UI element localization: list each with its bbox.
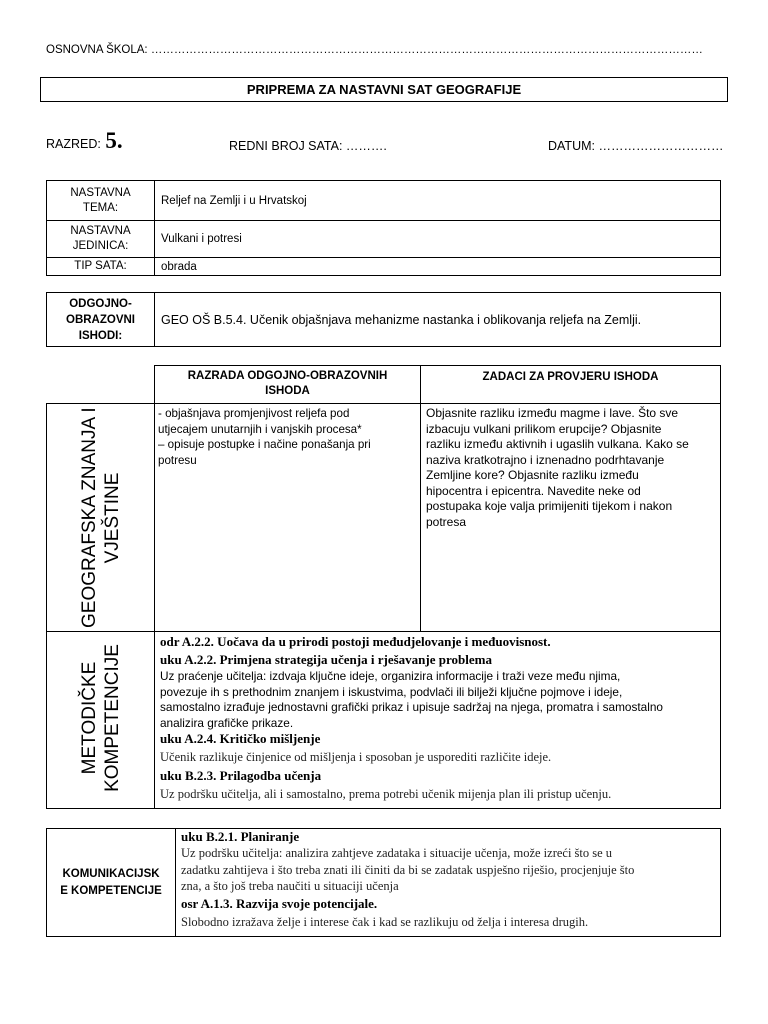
- razrada-cell: - objašnjava promjenjivost reljefa pod utjecajem unutarnjih i vanjskih procesa* – opisuje postupke i načine ponašanja pri potresu: [155, 404, 421, 632]
- redni-broj-sata: REDNI BROJ SATA: ……….: [229, 139, 387, 153]
- nastavna-jedinica-label: NASTAVNA JEDINICA:: [47, 221, 155, 258]
- table-row: [47, 293, 721, 347]
- razred-value: 5.: [105, 128, 123, 153]
- uku-b21-heading: uku B.2.1. Planiranje: [181, 829, 300, 844]
- empty-corner-cell: [47, 366, 155, 404]
- komunikacijske-table: [46, 828, 721, 937]
- uku-a22-heading: uku A.2.2. Primjena strategija učenja i rješavanje problema: [160, 652, 492, 667]
- info-table: [46, 180, 721, 276]
- komunikacijske-label: KOMUNIKACIJSK E KOMPETENCIJE: [47, 829, 176, 937]
- osr-text: Slobodno izražava želje i interese čak i kad se razlikuju od želja i interesa drugih.: [181, 914, 589, 929]
- razred-row: [46, 128, 123, 154]
- table-row: [47, 366, 721, 404]
- uku-b23-heading: uku B.2.3. Prilagodba učenja: [160, 768, 322, 783]
- tip-sata-label: TIP SATA:: [47, 258, 155, 276]
- table-row: [47, 258, 721, 276]
- main-table: [46, 365, 721, 809]
- zadaci-header: ZADACI ZA PROVJERU ISHODA: [421, 366, 721, 404]
- uku-b23-text: Uz podršku učitelja, ali i samostalno, prema potrebi učenik mijenja plan ili pristup učenju.: [160, 787, 612, 801]
- meta-side-label: METODIČKE KOMPETENCIJE: [79, 644, 123, 792]
- table-row: [47, 181, 721, 221]
- uku-a22-text: Uz praćenje učitelja: izdvaja ključne ideje, organizira informacije i traži veze među njima, povezuje ih s prethodnim znanjem i iskustvima, podvlači ili bilježi ključne pojmove i ideje, samostalno izrađuje jednostavni grafički prikaz i upisuje sadržaj na njega, promatra i samostalno analizira grafičke prikaze.: [160, 669, 663, 730]
- zadaci-cell: Objasnite razliku između magme i lave. Što sve izbacuju vulkani prilikom erupcije? Objasnite razliku između aktivnih i ugaslih vulkana. Kako se naziva kratkotrajno i iznenadno podrhtavanje Zemljine kore? Objasnite razliku između hipocentra i epicentra. Navedite neke od postupaka koje valja primijeniti tijekom i nakon potresa: [421, 404, 721, 632]
- datum: DATUM: …………………………: [548, 139, 724, 153]
- table-row: [47, 404, 721, 632]
- nastavna-tema-value: Reljef na Zemlji i u Hrvatskoj: [155, 181, 721, 221]
- title-box: [40, 77, 728, 102]
- ishodi-label: ODGOJNO- OBRAZOVNI ISHODI:: [47, 293, 155, 347]
- uku-a24-heading: uku A.2.4. Kritičko mišljenje: [160, 731, 321, 746]
- page-title: PRIPREMA ZA NASTAVNI SAT GEOGRAFIJE: [246, 82, 522, 97]
- uku-b21-text: Uz podršku učitelja: analizira zahtjeve zadataka i situacije učenja, može izreći što se u zadatku zahtijeva i što treba znati ili činiti da bi se zadatak uspješno riješio, procjenjuje što zna, a što još treba naučiti u situaciji učenja: [181, 846, 635, 893]
- table-row: [47, 829, 721, 937]
- ishodi-value: GEO OŠ B.5.4. Učenik objašnjava mehanizme nastanka i oblikovanja reljefa na Zemlji.: [155, 293, 721, 347]
- nastavna-tema-label: NASTAVNA TEMA:: [47, 181, 155, 221]
- table-row: [47, 632, 721, 809]
- nastavna-jedinica-value: Vulkani i potresi: [155, 221, 721, 258]
- odr-heading: odr A.2.2. Uočava da u prirodi postoji međudjelovanje i međuovisnost.: [160, 634, 551, 649]
- razrada-header: RAZRADA ODGOJNO-OBRAZOVNIH ISHODA: [155, 366, 421, 404]
- geo-side-label: GEOGRAFSKA ZNANJA I VJEŠTINE: [79, 407, 123, 628]
- meta-content-cell: [155, 632, 721, 809]
- uku-a24-text: Učenik razlikuje činjenice od mišljenja i sposoban je usporediti različite ideje.: [160, 750, 552, 764]
- outcomes-table: [46, 292, 721, 347]
- razred-label: RAZRED:: [46, 137, 101, 151]
- table-row: [47, 221, 721, 258]
- geo-side-cell: [47, 404, 155, 632]
- komunikacijske-content: [176, 829, 721, 937]
- meta-side-cell: [47, 632, 155, 809]
- osr-heading: osr A.1.3. Razvija svoje potencijale.: [181, 895, 378, 911]
- tip-sata-value: obrada: [155, 258, 721, 276]
- school-line: OSNOVNA ŠKOLA: ………………………………………………………………………………………………………………………………: [46, 44, 703, 56]
